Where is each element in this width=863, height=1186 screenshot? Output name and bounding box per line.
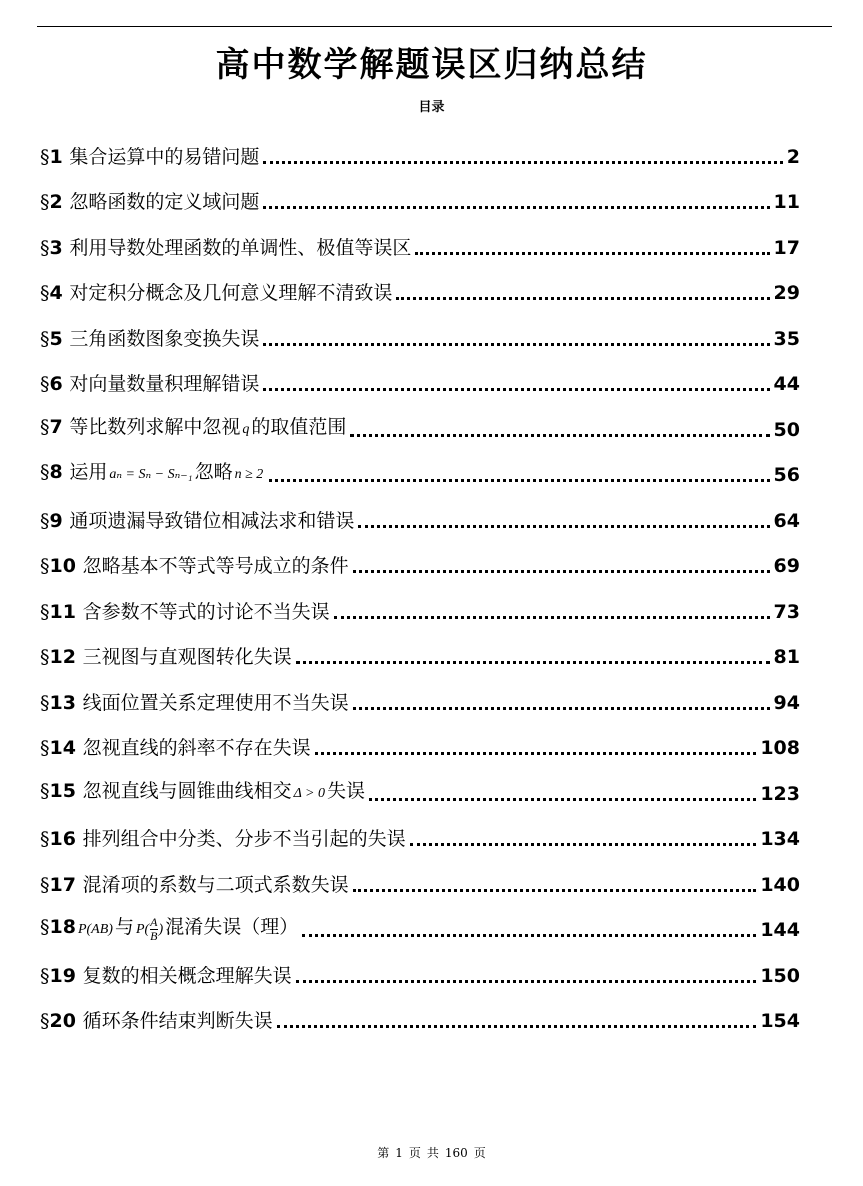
section-mark: § xyxy=(40,282,50,304)
toc-entry-text xyxy=(40,459,265,488)
dot-leader xyxy=(263,206,769,209)
section-mark: § xyxy=(40,779,50,802)
toc-entry-title: 对向量数量积理解错误 xyxy=(69,373,260,395)
section-number: 20 xyxy=(49,1010,76,1032)
section-mark: § xyxy=(40,737,50,759)
toc-entry[interactable] xyxy=(40,215,800,261)
toc-entry-title: 忽略基本不等式等号成立的条件 xyxy=(82,555,349,577)
section-number: 14 xyxy=(49,737,76,759)
toc-page-number: 108 xyxy=(760,737,800,759)
toc-page-number: 94 xyxy=(773,691,800,714)
toc-entry-text xyxy=(40,508,354,534)
toc-entry[interactable] xyxy=(40,443,800,489)
dot-leader xyxy=(415,252,769,255)
toc-entry-title: 忽视直线与圆锥曲线相交 xyxy=(82,779,292,802)
toc-entry-title-cont: 的取值范围 xyxy=(251,415,347,438)
formula-suffix: ) xyxy=(158,921,164,937)
toc-entry-title: 通项遗漏导致错位相减法求和错误 xyxy=(69,509,355,532)
footer-prefix: 第 xyxy=(377,1146,390,1160)
section-number: 1 xyxy=(49,145,63,168)
fraction-denominator: B xyxy=(150,929,158,943)
toc-entry-text xyxy=(40,1008,273,1034)
dot-leader xyxy=(353,889,757,892)
toc-entry-title-cont: 忽略 xyxy=(194,461,233,483)
section-number: 16 xyxy=(49,828,76,850)
toc-entry[interactable] xyxy=(40,852,800,898)
section-number: 3 xyxy=(49,236,63,259)
toc-entry-text xyxy=(40,280,392,306)
toc-page-number: 35 xyxy=(773,327,800,350)
toc-entry-text xyxy=(40,414,346,443)
toc-entry-title: 循环条件结束判断失误 xyxy=(82,1010,273,1032)
toc-entry-title: 忽视直线的斜率不存在失误 xyxy=(82,737,311,759)
formula-prefix: P( xyxy=(135,921,150,937)
header-rule xyxy=(37,26,832,27)
section-mark: § xyxy=(40,915,50,938)
section-mark: § xyxy=(40,509,50,532)
toc-entry-text xyxy=(40,963,292,989)
toc-page-number: 17 xyxy=(773,236,800,259)
toc-entry[interactable] xyxy=(40,397,800,443)
section-number: 19 xyxy=(49,964,76,987)
section-mark: § xyxy=(40,191,50,213)
toc-entry-title: 忽略函数的定义域问题 xyxy=(69,191,260,213)
dot-leader xyxy=(296,661,770,664)
footer-suffix: 页 xyxy=(473,1146,486,1160)
fraction-numerator: A xyxy=(150,915,158,929)
dot-leader xyxy=(277,1025,757,1028)
dot-leader xyxy=(296,980,757,983)
section-mark: § xyxy=(40,415,50,438)
section-number: 8 xyxy=(49,461,63,483)
toc-entry[interactable] xyxy=(40,261,800,307)
toc-entry-title: 三视图与直观图转化失误 xyxy=(82,646,292,668)
toc-entry[interactable] xyxy=(40,761,800,807)
section-mark: § xyxy=(40,236,50,259)
section-number: 5 xyxy=(49,327,63,350)
toc-entry-text xyxy=(40,599,330,625)
toc-entry[interactable] xyxy=(40,625,800,671)
toc-entry-title: 与 xyxy=(114,915,134,938)
section-number: 12 xyxy=(49,646,76,668)
dot-leader xyxy=(334,616,770,619)
toc-entry-title: 含参数不等式的讨论不当失误 xyxy=(82,600,330,623)
section-mark: § xyxy=(40,373,50,395)
toc-entry[interactable] xyxy=(40,989,800,1035)
toc-entry-title: 运用 xyxy=(69,461,108,483)
toc-entry-text xyxy=(40,690,349,716)
dot-leader xyxy=(263,161,782,164)
toc-entry[interactable] xyxy=(40,579,800,625)
section-number: 17 xyxy=(49,873,76,896)
toc-page-number: 140 xyxy=(760,873,800,896)
section-number: 4 xyxy=(49,282,63,304)
toc-entry[interactable] xyxy=(40,352,800,398)
dot-leader xyxy=(350,434,769,437)
dot-leader xyxy=(396,297,769,300)
toc-page-number: 11 xyxy=(773,191,800,213)
section-number: 15 xyxy=(49,779,76,802)
section-number: 11 xyxy=(49,600,76,623)
toc-page-number: 123 xyxy=(760,782,800,805)
section-mark: § xyxy=(40,145,50,168)
section-number: 7 xyxy=(49,415,63,438)
toc-page-number: 69 xyxy=(773,555,800,577)
toc-page-number: 2 xyxy=(786,145,800,168)
toc-page-number: 50 xyxy=(773,418,800,441)
toc-page-number: 56 xyxy=(773,464,800,486)
section-mark: § xyxy=(40,691,50,714)
footer-total-label: 共 xyxy=(426,1146,439,1160)
toc-page-number: 64 xyxy=(773,509,800,532)
toc-entry-text xyxy=(40,826,406,852)
toc-page-number: 144 xyxy=(760,919,800,941)
toc-entry-text xyxy=(40,735,311,761)
section-number: 6 xyxy=(49,373,63,395)
toc-entry-title: 复数的相关概念理解失误 xyxy=(82,964,292,987)
toc-page-number: 73 xyxy=(773,600,800,623)
section-mark: § xyxy=(40,600,50,623)
toc-entry-title: 排列组合中分类、分步不当引起的失误 xyxy=(82,828,406,850)
toc-entry[interactable] xyxy=(40,306,800,352)
math-formula: Δ > 0 xyxy=(293,785,326,801)
section-mark: § xyxy=(40,646,50,668)
dot-leader xyxy=(410,843,757,846)
toc-entry-title: 对定积分概念及几何意义理解不清致误 xyxy=(69,282,393,304)
dot-leader xyxy=(353,707,770,710)
section-number: 10 xyxy=(49,555,76,577)
section-mark: § xyxy=(40,873,50,896)
section-mark: § xyxy=(40,1010,50,1032)
dot-leader xyxy=(263,388,769,391)
toc-page-number: 81 xyxy=(773,646,800,668)
dot-leader xyxy=(302,934,756,937)
toc-entry[interactable] xyxy=(40,124,800,170)
math-formula: q xyxy=(242,421,250,437)
math-formula-2 xyxy=(134,915,165,943)
section-mark: § xyxy=(40,461,50,483)
dot-leader xyxy=(353,570,770,573)
section-mark: § xyxy=(40,828,50,850)
math-formula-2: n ≥ 2 xyxy=(234,467,264,482)
toc-entry-title: 集合运算中的易错问题 xyxy=(69,145,260,168)
math-formula: aₙ = Sₙ − Sₙ₋₁ xyxy=(109,467,193,482)
toc-page-number: 44 xyxy=(773,373,800,395)
toc-entry-text xyxy=(40,371,259,397)
dot-leader xyxy=(263,343,769,346)
table-of-contents xyxy=(40,124,800,1034)
footer-page-label: 页 xyxy=(408,1146,421,1160)
toc-entry-text xyxy=(40,872,349,898)
toc-entry-title: 三角函数图象变换失误 xyxy=(69,327,260,350)
toc-page-number: 154 xyxy=(760,1010,800,1032)
toc-entry-title: 混淆项的系数与二项式系数失误 xyxy=(82,873,349,896)
toc-entry[interactable] xyxy=(40,943,800,989)
footer-page-number: 1 xyxy=(395,1146,403,1160)
toc-page-number: 29 xyxy=(773,282,800,304)
page-footer xyxy=(0,1144,863,1161)
toc-entry[interactable] xyxy=(40,170,800,216)
dot-leader xyxy=(315,752,757,755)
math-formula: P(AB) xyxy=(77,921,113,937)
toc-page-number: 150 xyxy=(760,964,800,987)
toc-entry[interactable] xyxy=(40,807,800,853)
toc-entry-title: 等比数列求解中忽视 xyxy=(69,415,241,438)
section-number: 13 xyxy=(49,691,76,714)
toc-entry-text xyxy=(40,235,411,261)
toc-entry[interactable] xyxy=(40,534,800,580)
toc-entry-title: 利用导数处理函数的单调性、极值等误区 xyxy=(69,236,412,259)
toc-entry-text xyxy=(40,189,259,215)
toc-entry[interactable] xyxy=(40,716,800,762)
dot-leader xyxy=(358,525,769,528)
toc-heading: 目录 xyxy=(418,100,445,115)
toc-entry-text xyxy=(40,778,365,807)
toc-entry-title: 线面位置关系定理使用不当失误 xyxy=(82,691,349,714)
footer-total-pages: 160 xyxy=(444,1146,468,1160)
toc-entry-text xyxy=(40,326,259,352)
section-mark: § xyxy=(40,555,50,577)
toc-entry[interactable] xyxy=(40,898,800,944)
section-mark: § xyxy=(40,327,50,350)
fraction xyxy=(150,916,157,943)
toc-entry-text xyxy=(40,644,292,670)
toc-entry-text xyxy=(40,144,259,170)
toc-entry[interactable] xyxy=(40,670,800,716)
dot-leader xyxy=(269,479,769,482)
toc-entry-title-cont: 失误 xyxy=(327,779,366,802)
section-mark: § xyxy=(40,964,50,987)
toc-page-number: 134 xyxy=(760,828,800,850)
toc-entry-text xyxy=(40,553,349,579)
toc-entry[interactable] xyxy=(40,488,800,534)
section-number: 2 xyxy=(49,191,63,213)
document-title: 高中数学解题误区归纳总结 xyxy=(215,45,648,85)
toc-entry-text xyxy=(40,914,298,943)
dot-leader xyxy=(369,798,756,801)
section-number: 18 xyxy=(49,915,76,938)
toc-entry-title-cont: 混淆失误（理） xyxy=(165,915,299,938)
section-number: 9 xyxy=(49,509,63,532)
